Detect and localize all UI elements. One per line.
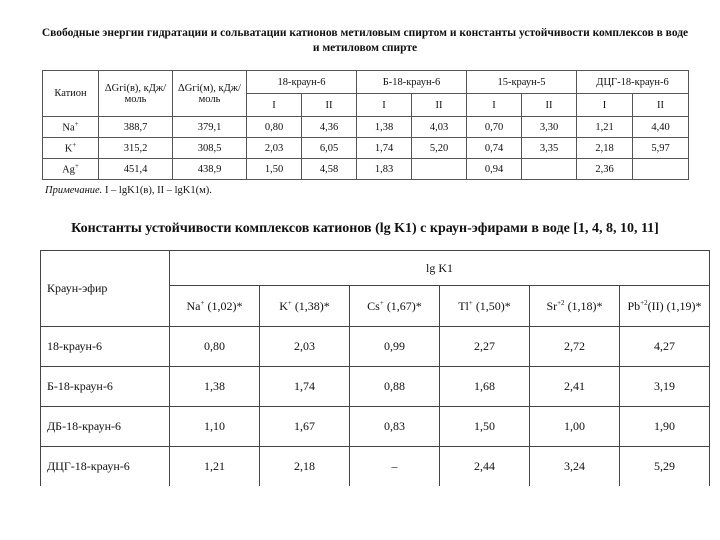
value-cell: 5,97 <box>633 138 689 159</box>
value-cell: 0,70 <box>467 117 522 138</box>
value-cell: 1,74 <box>357 138 412 159</box>
value-cell: 1,50 <box>247 159 302 180</box>
sub-header-ii: II <box>302 94 357 117</box>
value-cell: 5,20 <box>412 138 467 159</box>
value-cell: 4,27 <box>620 327 710 367</box>
crown-name-cell: 18-краун-6 <box>41 327 170 367</box>
crown-name-cell: ДБ-18-краун-6 <box>41 407 170 447</box>
note-label: Примечание. <box>45 185 103 196</box>
crown-header-b18c6: Б-18-краун-6 <box>357 71 467 94</box>
value-cell <box>522 159 577 180</box>
value-cell: 2,03 <box>260 327 350 367</box>
value-cell: 2,18 <box>577 138 633 159</box>
value-cell: 1,67 <box>260 407 350 447</box>
cation-cell: Na+ <box>43 117 99 138</box>
value-cell: 1,74 <box>260 367 350 407</box>
value-cell: 2,36 <box>577 159 633 180</box>
crown-header-dch18c6: ДЦГ-18-краун-6 <box>577 71 689 94</box>
value-cell: 3,24 <box>530 447 620 487</box>
crown-name-cell: ДЦГ-18-краун-6 <box>41 447 170 487</box>
value-cell: 2,44 <box>440 447 530 487</box>
value-cell: 1,00 <box>530 407 620 447</box>
value-cell: 1,38 <box>170 367 260 407</box>
value-cell: 1,10 <box>170 407 260 447</box>
value-cell: 3,35 <box>522 138 577 159</box>
value-cell: 0,83 <box>350 407 440 447</box>
dg-water-header: ΔGгi(в), кДж/моль <box>99 71 173 117</box>
crown-header-15c5: 15-краун-5 <box>467 71 577 94</box>
note-text: I – lgK1(в), II – lgK1(м). <box>102 185 212 196</box>
cation-cell: K+ <box>43 138 99 159</box>
cation-header-k: K+ (1,38)* <box>260 286 350 327</box>
value-cell: 3,19 <box>620 367 710 407</box>
sub-header-i: I <box>247 94 302 117</box>
value-cell: – <box>350 447 440 487</box>
dg-water-cell: 388,7 <box>99 117 173 138</box>
sub-header-ii: II <box>633 94 689 117</box>
dg-methanol-cell: 379,1 <box>173 117 247 138</box>
dg-water-cell: 451,4 <box>99 159 173 180</box>
sub-header-ii: II <box>522 94 577 117</box>
cation-header: Катион <box>43 71 99 117</box>
value-cell: 2,18 <box>260 447 350 487</box>
cation-header-sr: $Sr^{+2}$ (1,18)* <box>530 286 620 327</box>
crown-name-cell: Б-18-краун-6 <box>41 367 170 407</box>
value-cell: 1,90 <box>620 407 710 447</box>
value-cell: 0,80 <box>247 117 302 138</box>
value-cell <box>412 159 467 180</box>
table-row <box>41 447 710 487</box>
value-cell: 5,29 <box>620 447 710 487</box>
value-cell: 0,74 <box>467 138 522 159</box>
sub-header-i: I <box>357 94 412 117</box>
crown-header-18c6: 18-краун-6 <box>247 71 357 94</box>
cation-header-tl: Tl+ (1,50)* <box>440 286 530 327</box>
value-cell: 2,27 <box>440 327 530 367</box>
table2-title: Константы устойчивости комплексов катионов (lg K1) с краун-эфирами в воде [1, 4, 8, 10, 11] <box>71 221 659 236</box>
free-energy-table <box>42 70 689 180</box>
cation-header-cs: Cs+ (1,67)* <box>350 286 440 327</box>
sub-header-i: I <box>467 94 522 117</box>
table1-note <box>45 185 212 196</box>
value-cell: 4,40 <box>633 117 689 138</box>
cation-header-na: Na+ (1,02)* <box>170 286 260 327</box>
table-row <box>43 159 689 180</box>
value-cell <box>633 159 689 180</box>
lgk-header: lg K1 <box>170 251 710 286</box>
dg-water-cell: 315,2 <box>99 138 173 159</box>
crown-ether-header: Краун-эфир <box>41 251 170 327</box>
value-cell: 3,30 <box>522 117 577 138</box>
table-row <box>43 117 689 138</box>
value-cell: 1,50 <box>440 407 530 447</box>
value-cell: 0,88 <box>350 367 440 407</box>
value-cell: 1,83 <box>357 159 412 180</box>
dg-methanol-cell: 438,9 <box>173 159 247 180</box>
value-cell: 0,80 <box>170 327 260 367</box>
value-cell: 2,03 <box>247 138 302 159</box>
value-cell: 4,58 <box>302 159 357 180</box>
value-cell: 1,21 <box>577 117 633 138</box>
sub-header-ii: II <box>412 94 467 117</box>
table-row <box>41 407 710 447</box>
value-cell: 0,94 <box>467 159 522 180</box>
dg-methanol-header: ΔGгi(м), кДж/моль <box>173 71 247 117</box>
value-cell: 2,72 <box>530 327 620 367</box>
table-row <box>41 327 710 367</box>
value-cell: 1,68 <box>440 367 530 407</box>
value-cell: 6,05 <box>302 138 357 159</box>
cation-cell: Ag+ <box>43 159 99 180</box>
table-row <box>41 367 710 407</box>
dg-methanol-cell: 308,5 <box>173 138 247 159</box>
cation-header-pb: $Pb^{+2}(II)$ (1,19)* <box>620 286 710 327</box>
stability-constants-table <box>40 250 710 486</box>
value-cell: 4,03 <box>412 117 467 138</box>
value-cell: 0,99 <box>350 327 440 367</box>
value-cell: 1,38 <box>357 117 412 138</box>
value-cell: 4,36 <box>302 117 357 138</box>
table1-title: Свободные энергии гидратации и сольватации катионов метиловым спиртом и константы устойчивости комплексов в воде и метиловом спирте <box>41 27 689 54</box>
value-cell: 2,41 <box>530 367 620 407</box>
sub-header-i: I <box>577 94 633 117</box>
value-cell: 1,21 <box>170 447 260 487</box>
table-row <box>43 138 689 159</box>
